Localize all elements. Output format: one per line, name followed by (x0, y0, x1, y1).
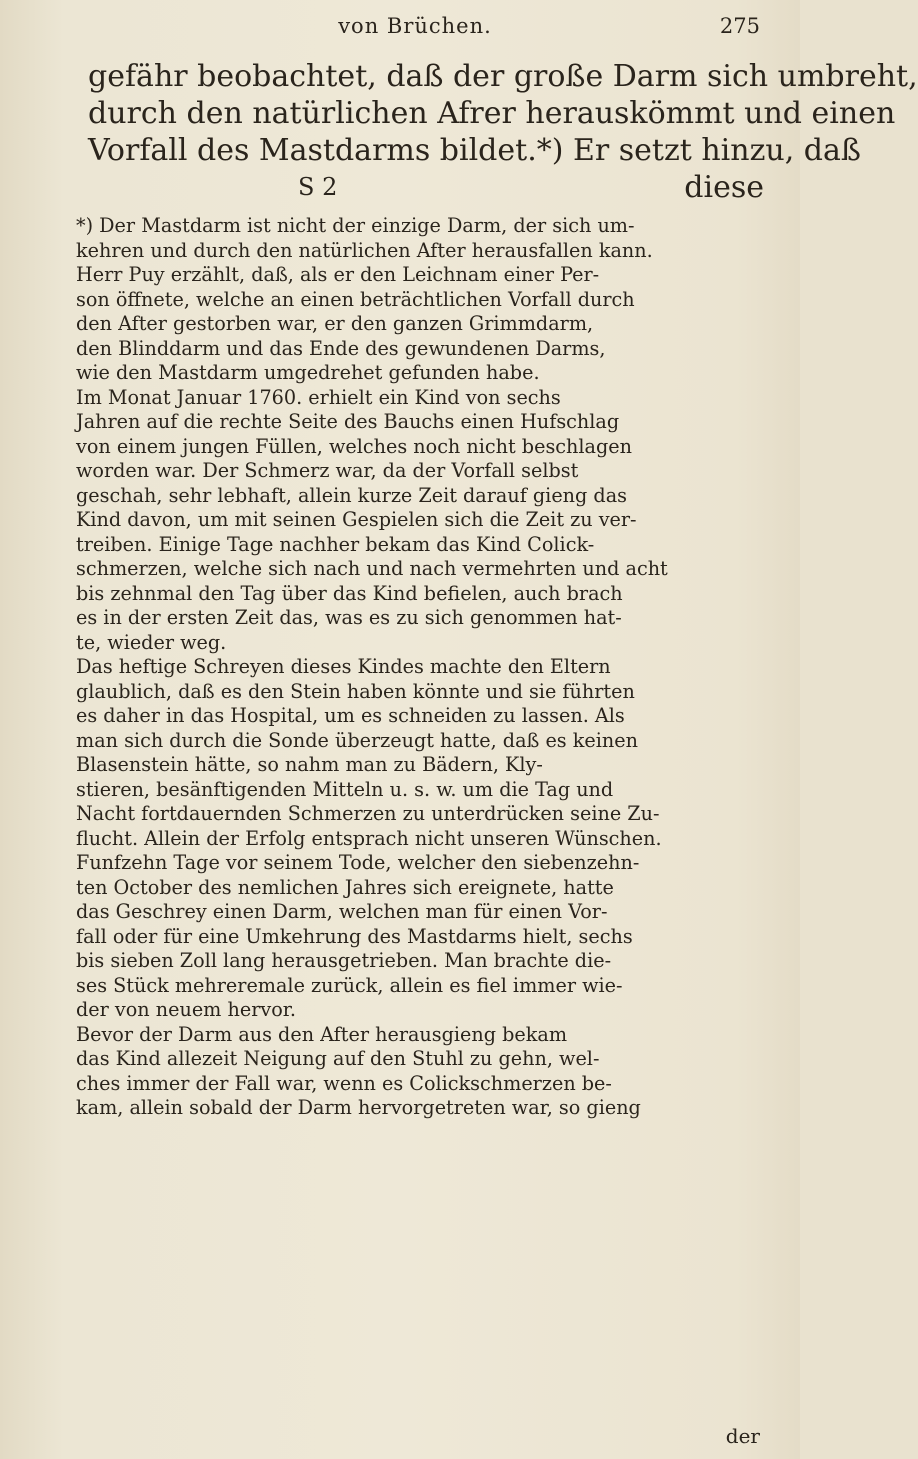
footnote-line: es daher in das Hospital, um es schneiden zu lassen. Als (76, 704, 625, 727)
running-title: von Brüchen. (338, 14, 492, 38)
signature-mark: S 2 (298, 173, 338, 201)
footnote-line: worden war. Der Schmerz war, da der Vorfall selbst (76, 459, 579, 482)
footnote-line: Blasenstein hätte, so nahm man zu Bädern, Kly- (76, 753, 543, 776)
footnote-line: schmerzen, welche sich nach und nach vermehrten und acht (76, 557, 668, 580)
footnote-line: ches immer der Fall war, wenn es Colickschmerzen be- (76, 1071, 612, 1095)
footnote-line: Das heftige Schreyen dieses Kindes machte den Eltern (76, 655, 611, 678)
footnote-line: Herr Puy erzählt, daß, als er den Leichnam einer Per- (76, 263, 600, 286)
footnote-line: den After gestorben war, er den ganzen Grimmdarm, (76, 312, 594, 335)
footnote-line: son öffnete, welche an einen beträchtlichen Vorfall durch (76, 287, 635, 311)
footnote-line: *) Der Mastdarm ist nicht der einzige Darm, der sich um- (76, 214, 635, 237)
footnote-line: glaublich, daß es den Stein haben könnte und sie führten (76, 679, 635, 703)
footnote-line: man sich durch die Sonde überzeugt hatte, daß es keinen (76, 728, 638, 752)
footnote-line: flucht. Allein der Erfolg entsprach nicht unseren Wünschen. (76, 826, 662, 850)
footnote-line: Nacht fortdauernden Schmerzen zu unterdrücken seine Zu- (76, 802, 660, 825)
footnote-line: das Kind allezeit Neigung auf den Stuhl zu gehn, wel- (76, 1047, 600, 1070)
main-text-line: durch den natürlichen Afrer herauskömmt und einen (88, 96, 896, 131)
footnote-line: te, wieder weg. (76, 630, 227, 654)
footnote-line: stieren, besänftigenden Mitteln u. s. w. um die Tag und (76, 777, 614, 801)
running-head (70, 10, 760, 44)
footnote-line: der von neuem hervor. (76, 998, 296, 1021)
footnote-line: es in der ersten Zeit das, was es zu sich genommen hat- (76, 606, 622, 629)
footnote-line: bis zehnmal den Tag über das Kind befielen, auch brach (76, 581, 623, 605)
footnote-line: kehren und durch den natürlichen After herausfallen kann. (76, 238, 653, 262)
footnote-line: Funfzehn Tage vor seinem Tode, welcher den siebenzehn- (76, 851, 640, 874)
footnote-line: das Geschrey einen Darm, welchen man für einen Vor- (76, 900, 608, 923)
footnote-line: den Blinddarm und das Ende des gewundenen Darms, (76, 336, 606, 360)
footnote-line: Im Monat Januar 1760. erhielt ein Kind von sechs (76, 385, 561, 409)
main-text-block (88, 58, 918, 206)
signature-line (88, 169, 764, 206)
footnote-line: Jahren auf die rechte Seite des Bauchs einen Hufschlag (76, 410, 620, 433)
footnote-line: ses Stück mehreremale zurück, allein es fiel immer wie- (76, 973, 623, 997)
page-number: 275 (719, 14, 760, 38)
catchword-footnote: der (725, 1424, 760, 1448)
footnote-line: bis sieben Zoll lang herausgetrieben. Man brachte die- (76, 949, 612, 972)
footnote-line: treiben. Einige Tage nachher bekam das Kind Colick- (76, 532, 595, 556)
footnote-line: Bevor der Darm aus den After herausgieng bekam (76, 1022, 568, 1046)
footnote-line: Kind davon, um mit seinen Gespielen sich die Zeit zu ver- (76, 508, 637, 531)
footnote-line: fall oder für eine Umkehrung des Mastdarms hielt, sechs (76, 924, 633, 948)
footnote-line: von einem jungen Füllen, welches noch nicht beschlagen (76, 434, 632, 458)
footnote-line: kam, allein sobald der Darm hervorgetreten war, so gieng (76, 1096, 641, 1119)
main-text-line: gefähr beobachtet, daß der große Darm sich umbreht, (88, 59, 918, 94)
footnote-line: geschah, sehr lebhaft, allein kurze Zeit darauf gieng das (76, 483, 627, 507)
main-text-line: Vorfall des Mastdarms bildet.*) Er setzt hinzu, daß (88, 133, 861, 168)
footnote-line: wie den Mastdarm umgedrehet gefunden habe. (76, 361, 540, 384)
catchword-main: diese (684, 170, 764, 205)
footnote-block (76, 214, 766, 1121)
footnote-line: ten October des nemlichen Jahres sich ereignete, hatte (76, 875, 614, 899)
